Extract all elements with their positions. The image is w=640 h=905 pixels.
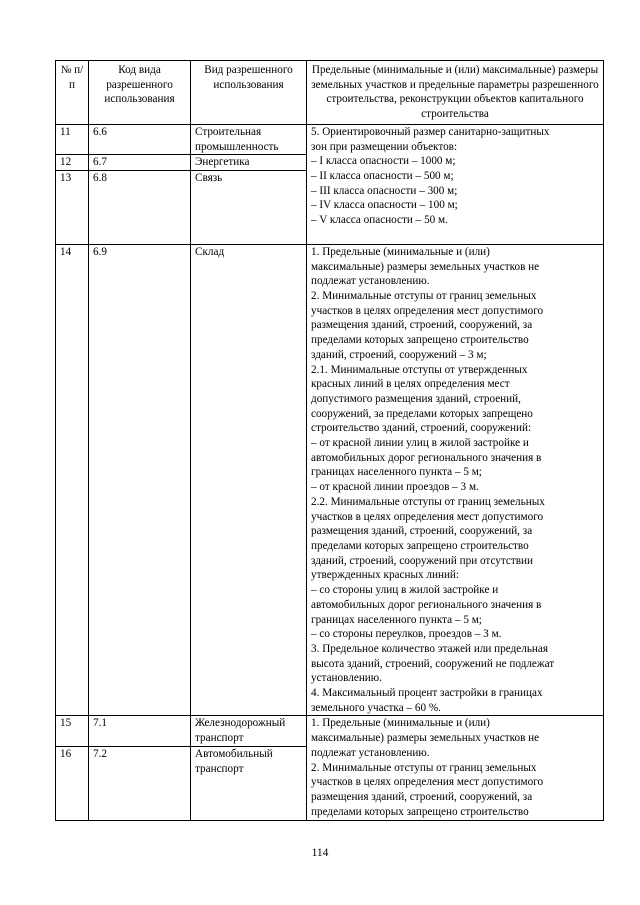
row-num: 15 — [56, 716, 89, 746]
params-line: максимальные) размеры земельных участков не — [311, 732, 540, 745]
table-row — [56, 244, 604, 716]
row-code: 7.1 — [89, 716, 191, 746]
page-number: 114 — [311, 847, 329, 859]
row-use: Связь — [191, 170, 307, 244]
params-line: подлежат установлению. — [311, 275, 430, 288]
params-line: допустимого размещения зданий, строений, — [311, 392, 521, 405]
params-line: зданий, строений, сооружений при отсутствии — [311, 554, 534, 567]
row-num: 11 — [56, 124, 89, 154]
params-line: размещения зданий, строений, сооружений, за — [311, 790, 533, 803]
params-line: зон при размещении объектов: — [311, 140, 458, 153]
params-cell — [307, 716, 604, 820]
row-code: 6.7 — [89, 155, 191, 171]
table-header-row — [56, 61, 604, 125]
params-line: строительство зданий, строений, сооружений: — [311, 422, 532, 435]
params-cell — [307, 124, 604, 244]
params-line: пределами которых запрещено строительство — [311, 805, 529, 818]
params-line: пределами которых запрещено строительство — [311, 334, 529, 347]
params-line: автомобильных дорог регионального значения в — [311, 451, 542, 464]
params-line: 1. Предельные (минимальные и (или) — [311, 717, 490, 730]
params-line: 3. Предельное количество этажей или предельная — [311, 642, 549, 655]
regulations-table — [55, 60, 604, 821]
row-use: Энергетика — [191, 155, 307, 171]
params-line: – III класса опасности – 300 м; — [311, 184, 458, 197]
table-row — [56, 716, 604, 746]
params-line: – V класса опасности – 50 м. — [311, 214, 448, 227]
params-line: – от красной линии проездов – 3 м. — [311, 481, 479, 494]
params-line: красных линий в целях определения мест — [311, 378, 510, 391]
row-use: Автомобильный транспорт — [191, 746, 307, 820]
row-code: 6.6 — [89, 124, 191, 154]
params-line: высота зданий, строений, сооружений не подлежат — [311, 657, 555, 670]
params-line: 2.2. Минимальные отступы от границ земельных — [311, 495, 545, 508]
params-line: утвержденных красных линий: — [311, 569, 460, 582]
params-line: подлежат установлению. — [311, 746, 430, 759]
params-line: 1. Предельные (минимальные и (или) — [311, 245, 490, 258]
header-use: Вид разрешенного использования — [191, 61, 307, 125]
row-code: 6.9 — [89, 244, 191, 716]
params-line: максимальные) размеры земельных участков не — [311, 260, 540, 273]
row-num: 14 — [56, 244, 89, 716]
header-num: № п/п — [56, 61, 89, 125]
params-line: 2.1. Минимальные отступы от утвержденных — [311, 363, 528, 376]
params-line: земельного участка – 60 %. — [311, 701, 441, 714]
params-line: размещения зданий, строений, сооружений, за — [311, 319, 533, 332]
params-line: – со стороны переулков, проездов – 3 м. — [311, 628, 502, 641]
params-line: – от красной линии улиц в жилой застройке и — [311, 437, 529, 450]
params-line: – II класса опасности – 500 м; — [311, 169, 454, 182]
row-use: Железнодорожный транспорт — [191, 716, 307, 746]
row-use: Склад — [191, 244, 307, 716]
params-line: границах населенного пункта – 5 м; — [311, 613, 482, 626]
row-num: 16 — [56, 746, 89, 820]
params-line: сооружений, за пределами которых запрещено — [311, 407, 533, 420]
params-line: установлению. — [311, 672, 382, 685]
row-code: 6.8 — [89, 170, 191, 244]
params-line: участков в целях определения мест допустимого — [311, 510, 544, 523]
header-code: Код вида разрешенного использования — [89, 61, 191, 125]
params-line: автомобильных дорог регионального значения в — [311, 598, 542, 611]
params-line: 2. Минимальные отступы от границ земельных — [311, 761, 537, 774]
params-line: зданий, строений, сооружений – 3 м; — [311, 348, 487, 361]
row-num: 13 — [56, 170, 89, 244]
params-line: – IV класса опасности – 100 м; — [311, 199, 458, 212]
params-line: границах населенного пункта – 5 м; — [311, 466, 482, 479]
params-line: 5. Ориентировочный размер санитарно-защитных — [311, 125, 550, 138]
table-row — [56, 124, 604, 154]
header-params: Предельные (минимальные и (или) максимальные) размеры земельных участков и предельные параметры разрешенного строительства, реконструкции объектов капитального строительства — [307, 61, 604, 125]
params-line: пределами которых запрещено строительство — [311, 539, 529, 552]
params-line: размещения зданий, строений, сооружений, за — [311, 525, 533, 538]
params-cell — [307, 244, 604, 716]
params-line: 2. Минимальные отступы от границ земельных — [311, 290, 537, 303]
params-line: участков в целях определения мест допустимого — [311, 304, 544, 317]
params-line: – I класса опасности – 1000 м; — [311, 155, 456, 168]
row-num: 12 — [56, 155, 89, 171]
params-line: – со стороны улиц в жилой застройке и — [311, 584, 499, 597]
params-line: 4. Максимальный процент застройки в границах — [311, 687, 543, 700]
row-code: 7.2 — [89, 746, 191, 820]
params-line: участков в целях определения мест допустимого — [311, 776, 544, 789]
row-use: Строительная промышленность — [191, 124, 307, 154]
